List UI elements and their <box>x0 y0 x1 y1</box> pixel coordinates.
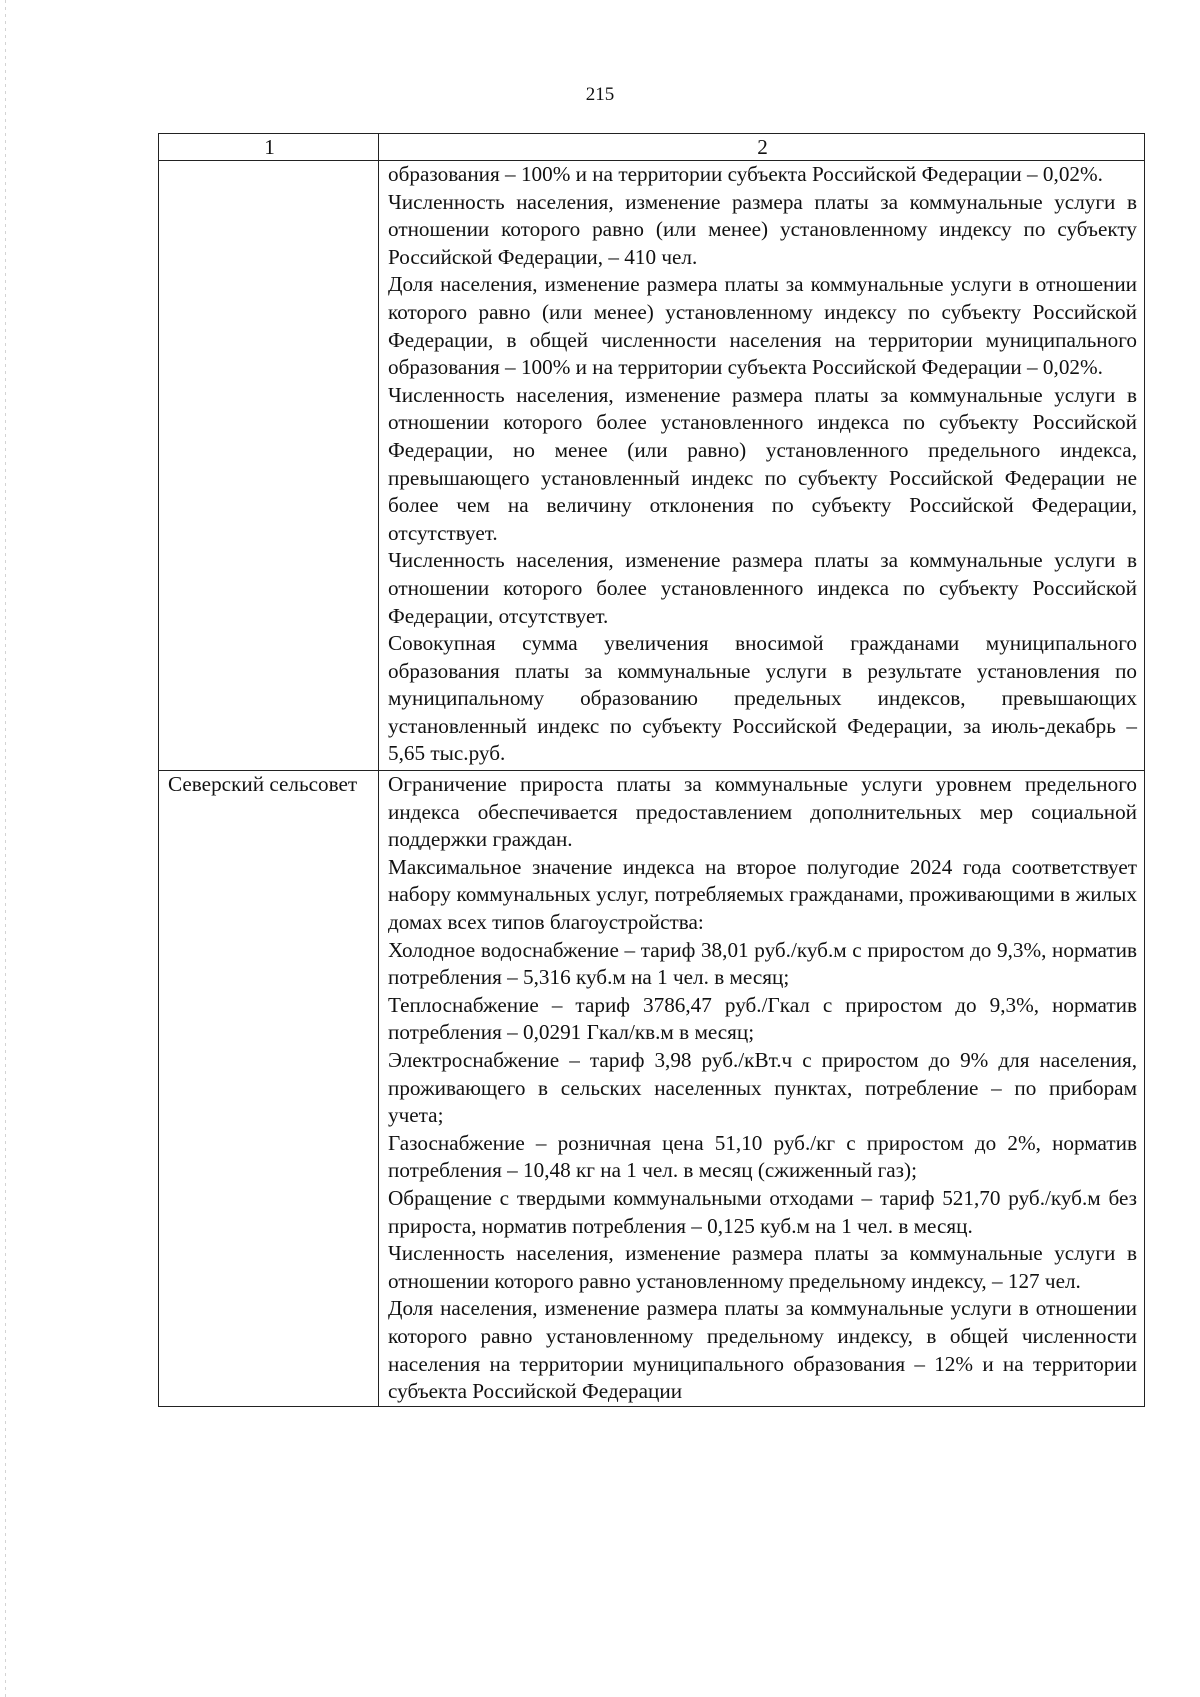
paragraph: Доля населения, изменение размера платы за коммунальные услуги в отношении которого равно (или менее) установленному индексу по субъекту Российской Федерации, в общей численности населения на территории муниципального образования – 100% и на территории субъекта Российской Федерации – 0,02%. <box>388 272 1137 380</box>
column-header-2: 2 <box>379 134 1145 161</box>
description-cell <box>379 161 1145 771</box>
page-number: 215 <box>585 84 615 105</box>
paragraph: Численность населения, изменение размера платы за коммунальные услуги в отношении которого равно (или менее) установленному индексу по субъекту Российской Федерации, – 410 чел. <box>388 189 1137 269</box>
table-header-row <box>159 134 1145 161</box>
paragraph: Газоснабжение – розничная цена 51,10 руб./кг с приростом до 2%, норматив потребления – 10,48 кг на 1 чел. в месяц (сжиженный газ); <box>388 1130 1137 1183</box>
description-cell <box>379 771 1145 1407</box>
column-header-1: 1 <box>159 134 379 161</box>
paragraph: Максимальное значение индекса на второе полугодие 2024 года соответствует набору коммунальных услуг, потребляемых гражданами, проживающими в жилых домах всех типов благоустройства: <box>388 854 1137 935</box>
paragraph: Совокупная сумма увеличения вносимой гражданами муниципального образования платы за коммунальные услуги в результате установления по муниципальному образованию предельных индексов, превышающих установленный индекс по субъекту Российской Федерации, за июль-декабрь – 5,65 тыс.руб. <box>388 631 1137 766</box>
paragraph: Обращение с твердыми коммунальными отходами – тариф 521,70 руб./куб.м без прироста, норматив потребления – 0,125 куб.м на 1 чел. в месяц. <box>388 1185 1137 1238</box>
paragraph: Доля населения, изменение размера платы за коммунальные услуги в отношении которого равно установленному предельному индексу, в общей численности населения на территории муниципального образования – 12% и на территории субъекта Российской Федерации <box>388 1296 1137 1404</box>
paragraph: Численность населения, изменение размера платы за коммунальные услуги в отношении которого равно установленному предельному индексу, – 127 чел. <box>388 1241 1137 1293</box>
paragraph: Электроснабжение – тариф 3,98 руб./кВт.ч с приростом до 9% для населения, проживающего в сельских населенных пунктах, потребление – по приборам учета; <box>388 1048 1137 1128</box>
paragraph: Холодное водоснабжение – тариф 38,01 руб./куб.м с приростом до 9,3%, норматив потребления – 5,316 куб.м на 1 чел. в месяц; <box>388 937 1137 990</box>
scan-margin-dots <box>5 0 8 1697</box>
paragraph: Теплоснабжение – тариф 3786,47 руб./Гкал с приростом до 9,3%, норматив потребления – 0,0291 Гкал/кв.м в месяц; <box>388 992 1137 1045</box>
paragraph: Ограничение прироста платы за коммунальные услуги уровнем предельного индекса обеспечивается предоставлением дополнительных мер социальной поддержки граждан. <box>388 772 1137 852</box>
paragraph: образования – 100% и на территории субъекта Российской Федерации – 0,02%. <box>388 162 1103 186</box>
municipality-cell <box>159 161 379 771</box>
paragraph: Численность населения, изменение размера платы за коммунальные услуги в отношении которого более установленного индекса по субъекту Российской Федерации, но менее (или равно) установленного предельного индекса, превышающего установленный индекс по субъекту Российской Федерации не более чем на величину отклонения по субъекту Российской Федерации, отсутствует. <box>388 382 1137 545</box>
paragraph: Численность населения, изменение размера платы за коммунальные услуги в отношении которого более установленного индекса по субъекту Российской Федерации, отсутствует. <box>388 548 1137 628</box>
table-row <box>159 161 1145 771</box>
document-table <box>158 133 1145 1407</box>
municipality-cell: Северский сельсовет <box>159 771 379 1407</box>
table-row <box>159 771 1145 1407</box>
